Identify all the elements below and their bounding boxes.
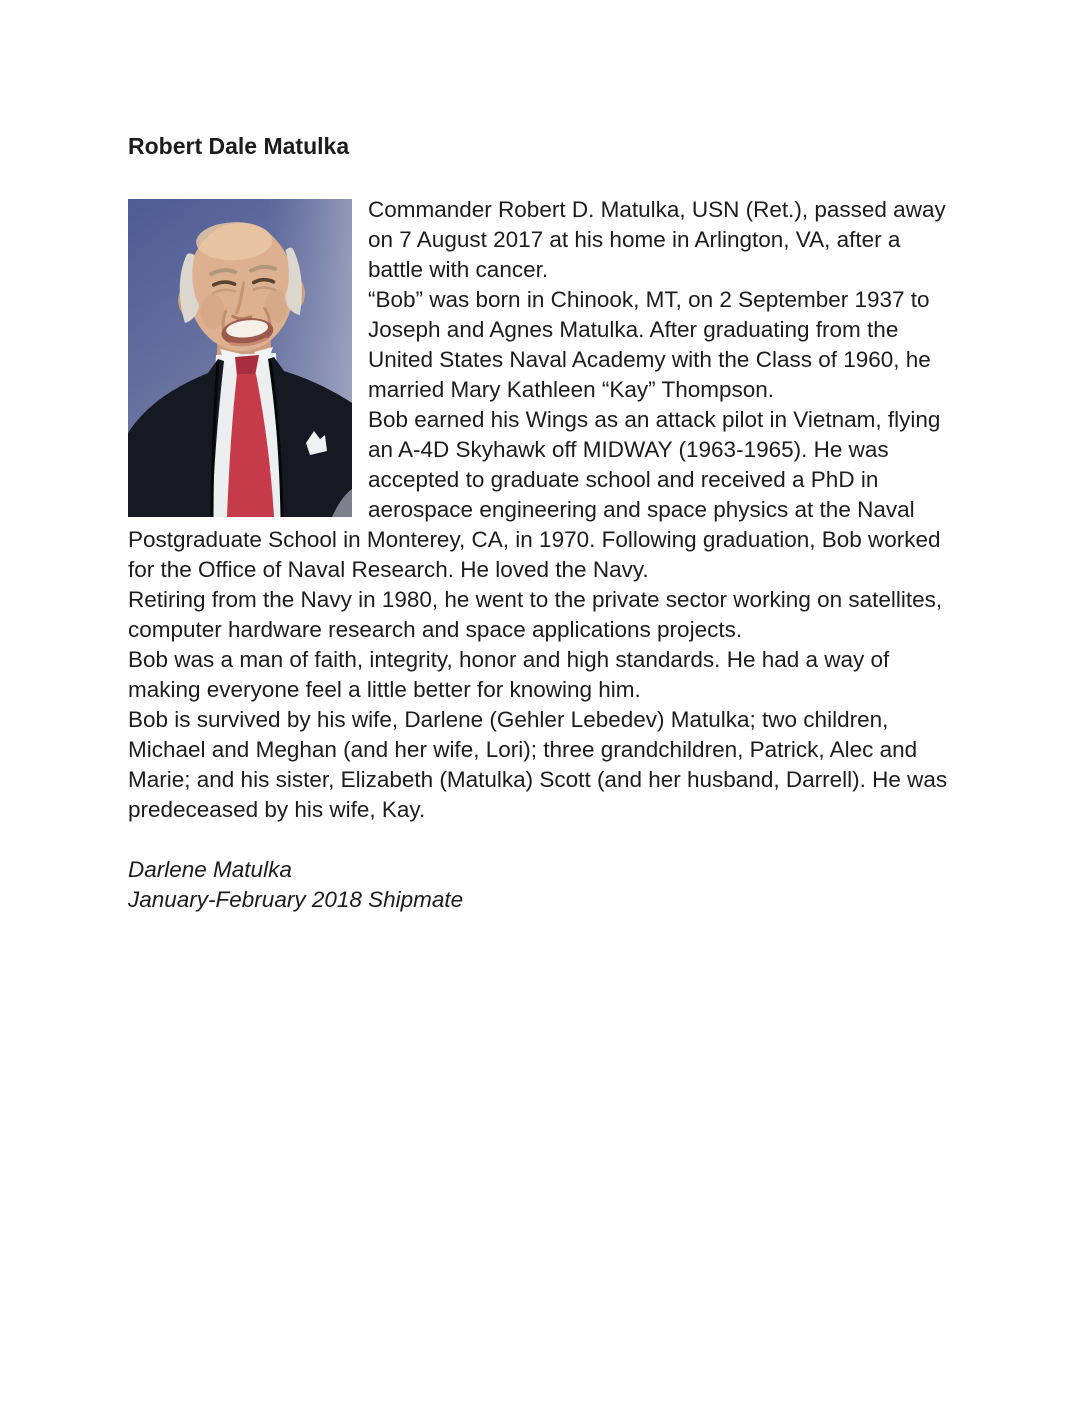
portrait-photo-illustration bbox=[128, 199, 352, 517]
signature-publication: January-February 2018 Shipmate bbox=[128, 887, 464, 912]
obituary-paragraph-4: Retiring from the Navy in 1980, he went to the private sector working on satellites, computer hardware research and space applications projects. bbox=[128, 587, 943, 642]
signature-block bbox=[128, 855, 960, 915]
obituary-paragraph-5: Bob was a man of faith, integrity, honor and high standards. He had a way of making everyone feel a little better for knowing him. bbox=[128, 647, 890, 702]
obituary-paragraph-2: “Bob” was born in Chinook, MT, on 2 September 1937 to Joseph and Agnes Matulka. After graduating from the United States Naval Academy with the Class of 1960, he married Mary Kathleen “Kay” Thompson. bbox=[368, 287, 931, 402]
obituary-paragraph-6: Bob is survived by his wife, Darlene (Gehler Lebedev) Matulka; two children, Michael and Meghan (and her wife, Lori); three grandchildren, Patrick, Alec and Marie; and his sister, Elizabeth (Matulka) Scott (and her husband, Darrell). He was predeceased by his wife, Kay. bbox=[128, 707, 948, 822]
portrait-photo bbox=[128, 199, 352, 517]
obituary-body bbox=[128, 195, 960, 915]
obituary-paragraph-1: Commander Robert D. Matulka, USN (Ret.), passed away on 7 August 2017 at his home in Arlington, VA, after a battle with cancer. bbox=[368, 197, 946, 282]
tie-knot bbox=[235, 355, 259, 376]
signature-author: Darlene Matulka bbox=[128, 857, 292, 882]
obituary-paragraph-3: Bob earned his Wings as an attack pilot in Vietnam, flying an A-4D Skyhawk off MIDWAY (1963-1965). He was accepted to graduate school and received a PhD in aerospace engineering and space physics at the Naval Postgraduate School in Monterey, CA, in 1970. Following graduation, Bob worked for the Office of Naval Research. He loved the Navy. bbox=[128, 407, 941, 582]
page-title: Robert Dale Matulka bbox=[128, 133, 350, 159]
